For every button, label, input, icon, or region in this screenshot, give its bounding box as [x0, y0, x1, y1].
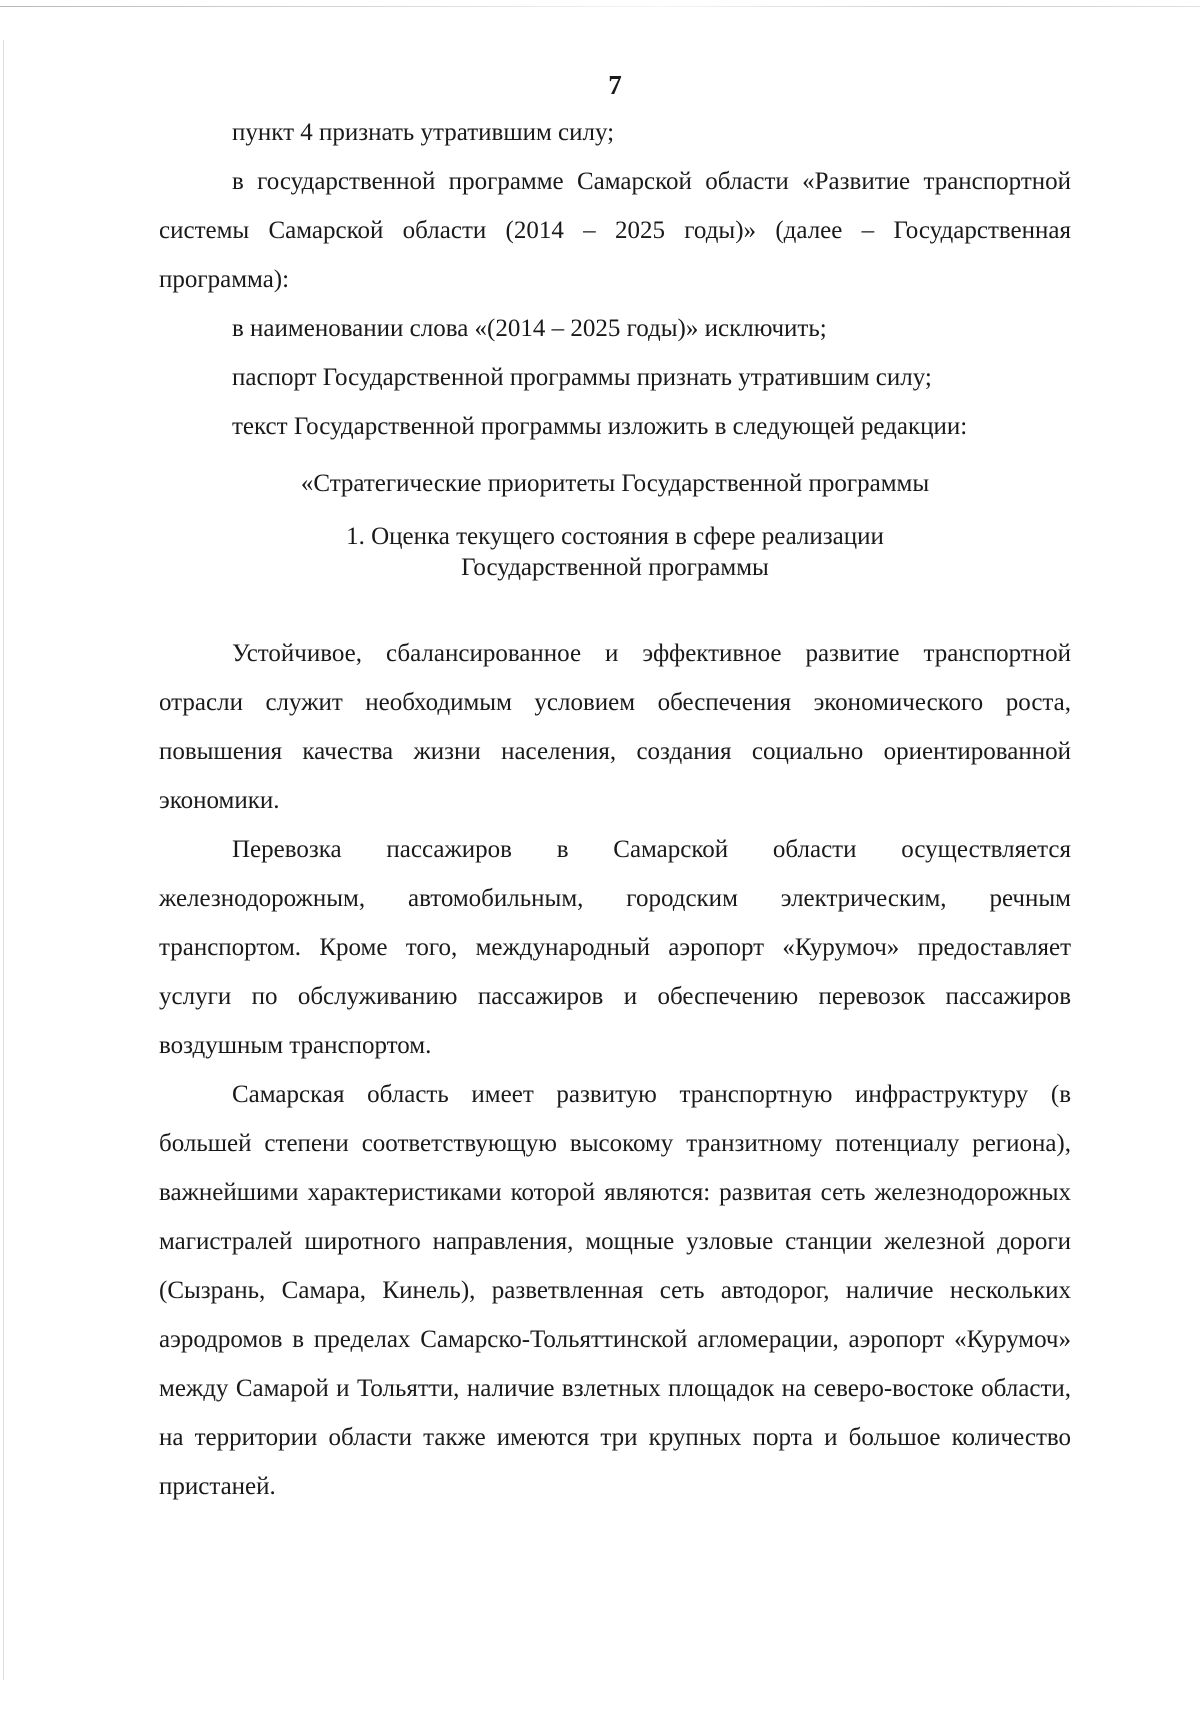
subsection-title-line: Государственной программы — [461, 554, 769, 581]
spacer — [159, 583, 1071, 629]
scan-edge-top — [0, 6, 1200, 7]
paragraph: текст Государственной программы изложить в следующей редакции: — [232, 413, 968, 440]
paragraph: в государственной программе Самарской области «Развитие транспортной системы Самарской области (2014 – 2025 годы)» (далее – Государственная программа): — [159, 168, 1071, 293]
paragraph: в наименовании слова «(2014 – 2025 годы)» исключить; — [232, 315, 827, 342]
spacer — [159, 508, 1071, 521]
paragraph: Самарская область имеет развитую транспортную инфраструктуру (в большей степени соответствующую высокому транзитному потенциалу региона), важнейшими характеристиками которой являются: развитая сеть железнодорожных магистралей широтного направления, мощные узловые станции железной дороги (Сызрань, Самара, Кинель), разветвленная сеть автодорог, наличие нескольких аэродромов в пределах Самарско-Тольяттинской агломерации, аэропорт «Курумоч» между Самарой и Тольятти, наличие взлетных площадок на северо-востоке области, на территории области также имеются три крупных порта и большое количество пристаней. — [159, 1081, 1071, 1500]
section-title: «Стратегические приоритеты Государственной программы — [300, 470, 930, 497]
document-body — [159, 108, 1071, 1511]
page-number: 7 — [608, 70, 622, 100]
paragraph: Перевозка пассажиров в Самарской области осуществляется железнодорожным, автомобильным, городским электрическим, речным транспортом. Кроме того, международный аэропорт «Курумоч» предоставляет услуги по обслуживанию пассажиров и обеспечению перевозок пассажиров воздушным транспортом. — [159, 836, 1071, 1059]
paragraph: Устойчивое, сбалансированное и эффективное развитие транспортной отрасли служит необходимым условием обеспечения экономического роста, повышения качества жизни населения, создания социально ориентированной экономики. — [159, 640, 1071, 814]
scan-edge-left — [3, 40, 4, 1680]
subsection-title-line: 1. Оценка текущего состояния в сфере реализации — [346, 523, 884, 550]
paragraph: паспорт Государственной программы признать утратившим силу; — [232, 364, 932, 391]
subsection-title — [159, 521, 1071, 583]
spacer — [159, 451, 1071, 459]
paragraph: пункт 4 признать утратившим силу; — [232, 119, 615, 146]
